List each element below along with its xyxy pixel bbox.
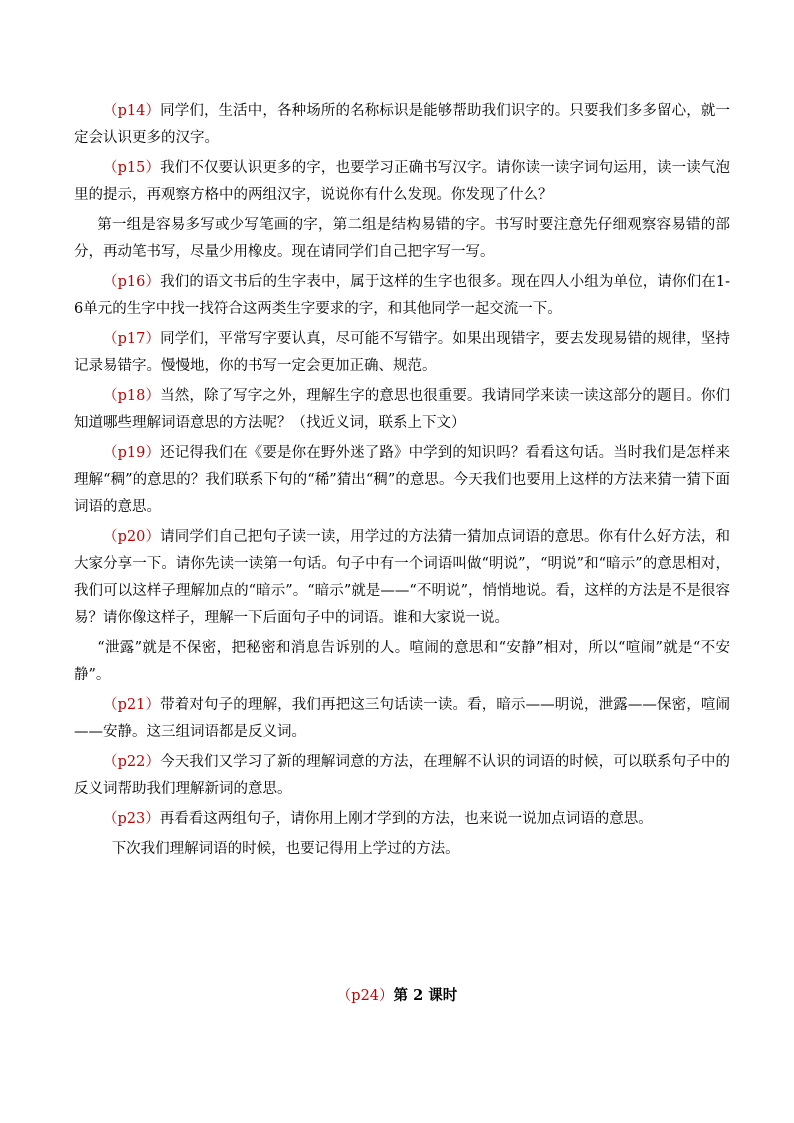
paragraph-p23: [74, 806, 730, 833]
page-tag: （p23）: [103, 811, 160, 827]
lesson-heading: [0, 984, 794, 1005]
paragraph-text: “泄露”就是不保密，把秘密和消息告诉别的人。喧闹的意思和“安静”相对，所以“喧闹”就是“不安静”。: [74, 640, 730, 683]
page-tag: （p15）: [103, 160, 161, 176]
paragraph-text: 请同学们自己把句子读一读，用学过的方法猜一猜加点词语的意思。你有什么好方法，和大家分享一下。请你先读一读第一句话。句子中有一个词语叫做“明说”，“明说”和“暗示”的意思相对，我们可以这样子理解加点的“暗示”。“暗示”就是——“不明说”，悄悄地说。看，这样的方法是不是很容易？请你像这样子，理解一下后面句子中的词语。谁和大家说一说。: [74, 529, 731, 626]
paragraph-text: 同学们，生活中，各种场所的名称标识是能够帮助我们识字的。只要我们多多留心，就一定会认识更多的汉字。: [74, 103, 731, 146]
page-tag: （p14）: [103, 103, 161, 119]
paragraph-text: 还记得我们在《要是你在野外迷了路》中学到的知识吗？看看这句话。当时我们是怎样来理解“稠”的意思的？我们联系下句的“稀”猜出“稠”的意思。今天我们也要用上这样的方法来猜一猜下面词语的意思。: [74, 445, 731, 515]
paragraph-text: 我们的语文书后的生字表中，属于这样的生字也很多。现在四人小组为单位，请你们在1-6单元的生字中找一找符合这两类生字要求的字，和其他同学一起交流一下。: [74, 274, 730, 317]
paragraph-xielu: [74, 635, 730, 689]
page-tag: （p18）: [103, 388, 161, 404]
paragraph-p21: [74, 692, 730, 746]
document-body: [74, 98, 730, 866]
paragraph-text: 今天我们又学习了新的理解词意的方法，在理解不认识的词语的时候，可以联系句子中的反义词帮助我们理解新词的意思。: [74, 754, 731, 797]
page-tag: （p24）: [336, 988, 394, 1004]
page-tag: （p16）: [103, 274, 161, 290]
page-tag: （p22）: [103, 754, 161, 770]
heading-text: 第 2 课时: [393, 987, 458, 1004]
paragraph-p14: [74, 98, 730, 152]
page-tag: （p19）: [103, 445, 161, 461]
paragraph-text: 第一组是容易多写或少写笔画的字，第二组是结构易错的字。书写时要注意先仔细观察容易错的部分，再动笔书写，尽量少用橡皮。现在请同学们自己把字写一写。: [74, 217, 730, 260]
paragraph-text: 我们不仅要认识更多的字，也要学习正确书写汉字。请你读一读字词句运用，读一读气泡里的提示，再观察方格中的两组汉字，说说你有什么发现。你发现了什么？: [74, 160, 731, 203]
paragraph-text: 下次我们理解词语的时候，也要记得用上学过的方法。: [111, 841, 460, 857]
paragraph-p15: [74, 155, 730, 209]
paragraph-p19: [74, 440, 730, 521]
paragraph-p20: [74, 524, 730, 632]
paragraph-p22: [74, 749, 730, 803]
paragraph-closing: [74, 836, 730, 863]
page-tag: （p17）: [103, 331, 161, 347]
paragraph-text: 当然，除了写字之外，理解生字的意思也很重要。我请同学来读一读这部分的题目。你们知道哪些理解词语意思的方法呢？（找近义词，联系上下文）: [74, 388, 731, 431]
page-tag: （p21）: [103, 697, 161, 713]
paragraph-text: 再看看这两组句子，请你用上刚才学到的方法，也来说一说加点词语的意思。: [159, 811, 653, 827]
paragraph-p18: [74, 383, 730, 437]
paragraph-text: 同学们，平常写字要认真，尽可能不写错字。如果出现错字，要去发现易错的规律，坚持记录易错字。慢慢地，你的书写一定会更加正确、规范。: [74, 331, 731, 374]
paragraph-p16: [74, 269, 730, 323]
paragraph-text: 带着对句子的理解，我们再把这三句话读一读。看，暗示——明说，泄露——保密，喧闹——安静。这三组词语都是反义词。: [74, 697, 731, 740]
paragraph-p17: [74, 326, 730, 380]
paragraph-groups: [74, 212, 730, 266]
page-tag: （p20）: [103, 529, 161, 545]
